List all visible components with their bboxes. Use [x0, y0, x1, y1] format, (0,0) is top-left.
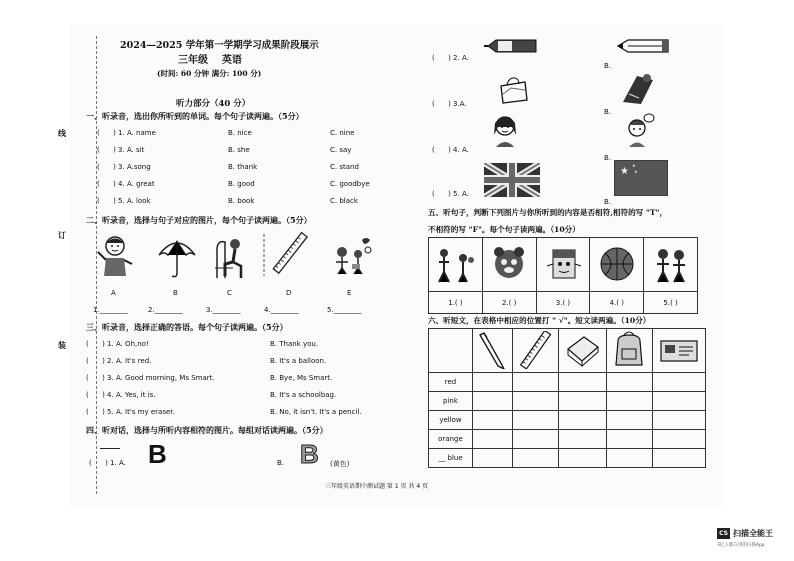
spine-label-bind: 订 [58, 230, 66, 240]
svg-text:★: ★ [634, 169, 638, 174]
s6-cell[interactable] [652, 411, 705, 430]
s6-cell[interactable] [473, 449, 513, 468]
s6-cell[interactable] [607, 411, 653, 430]
s3-question-3[interactable]: ( ) 3. A. Good morning, Ms Smart. [86, 374, 215, 382]
listening-title: 听力部分（40 分） [176, 99, 251, 109]
uk-flag-picture [484, 163, 540, 199]
s4-color-note: (黄色) [330, 460, 350, 468]
exam-title: 2024—2025 学年第一学期学习成果阶段展示 [120, 40, 319, 51]
s3-option-b-4: B. It's a schoolbag. [270, 391, 337, 399]
s5-picture-3 [536, 238, 590, 292]
s6-row-label: yellow [429, 411, 473, 430]
s2-picture-letter-B: B [173, 289, 178, 297]
svg-text:★: ★ [620, 166, 629, 177]
s1-question-3[interactable]: ( ) 3. A.song [97, 163, 151, 171]
s2-picture-letter-E: E [347, 289, 352, 297]
s6-cell[interactable] [473, 373, 513, 392]
s1-question-4[interactable]: ( ) 4. A. great [97, 180, 155, 188]
s6-cell[interactable] [607, 373, 653, 392]
s4-option-b-5: B. [604, 198, 612, 206]
s3-question-2[interactable]: ( ) 2. A. It's red. [86, 357, 152, 365]
s6-pencil-col [473, 329, 513, 373]
section4-title: 四、听对话，选择与所听内容相符的图片。每组对话读两遍。（5分） [86, 425, 328, 435]
s6-cell[interactable] [558, 392, 606, 411]
s4-option-b-3: B. [604, 108, 612, 116]
camscanner-logo-icon: CS [717, 528, 730, 539]
spine-label-line: 线 [58, 128, 66, 138]
s4-question-3[interactable]: ( ) 3.A. [432, 100, 467, 108]
s1-option-b-1: B. nice [228, 129, 252, 137]
s5-picture-2 [482, 238, 536, 292]
s5-picture-1 [429, 238, 483, 292]
ruler-picture [262, 232, 314, 278]
s1-question-5[interactable]: ( ) 5. A. look [97, 197, 151, 205]
s5-answer-4[interactable]: 4.( ) [590, 292, 644, 314]
s6-cell[interactable] [607, 449, 653, 468]
s6-corner-cell [429, 329, 473, 373]
boy-waving-picture [96, 234, 134, 280]
s1-option-c-5: C. black [330, 197, 358, 205]
s1-option-b-2: B. she [228, 146, 250, 154]
s6-schoolbag-col [607, 329, 653, 373]
letter-b-black: B [148, 439, 167, 469]
s3-question-4[interactable]: ( ) 4. A. Yes, it is. [86, 391, 156, 399]
girl-thinking-picture [623, 113, 655, 149]
s1-option-c-3: C. stand [330, 163, 359, 171]
s3-option-b-1: B. Thank you. [270, 340, 319, 348]
s6-cell[interactable] [607, 392, 653, 411]
s2-answer-blank-1[interactable]: 1.________ [93, 306, 128, 314]
s6-cell[interactable] [652, 392, 705, 411]
s6-row-label: orange [429, 430, 473, 449]
section3-title: 三、听录音，选择正确的答语。每个句子读两遍。（5分） [86, 322, 288, 332]
s6-cell[interactable] [558, 373, 606, 392]
s6-cell[interactable] [558, 411, 606, 430]
s3-option-b-5: B. No, it isn't. It's a pencil. [270, 408, 362, 416]
s5-answer-3[interactable]: 3.( ) [536, 292, 590, 314]
s6-cell[interactable] [473, 411, 513, 430]
s6-eraser-col [558, 329, 606, 373]
s6-cell[interactable] [607, 430, 653, 449]
s6-cell[interactable] [652, 373, 705, 392]
s6-cell[interactable] [652, 430, 705, 449]
s4-option-b-4: B. [604, 154, 612, 162]
s4-question-5[interactable]: ( ) 5. A. [432, 190, 469, 198]
s5-answer-5[interactable]: 5.( ) [644, 292, 698, 314]
s5-answer-2[interactable]: 2.( ) [482, 292, 536, 314]
s3-option-b-3: B. Bye, Ms Smart. [270, 374, 333, 382]
s2-picture-letter-C: C [227, 289, 232, 297]
s3-question-5[interactable]: ( ) 5. A. It's my eraser. [86, 408, 175, 416]
s6-cell[interactable] [558, 449, 606, 468]
section6-table [428, 328, 706, 468]
s6-row-label: pink [429, 392, 473, 411]
section5-picture-table [428, 237, 698, 314]
exam-info: (时间: 60 分钟 满分: 100 分) [157, 69, 262, 78]
s6-cell[interactable] [513, 430, 559, 449]
s2-answer-blank-2[interactable]: 2.________ [148, 306, 183, 314]
s2-answer-blank-5[interactable]: 5.________ [327, 306, 362, 314]
s4-option-b-2: B. [604, 62, 612, 70]
umbrella-picture [157, 237, 197, 281]
watermark-name: 扫描全能王 [733, 529, 773, 538]
s1-option-c-1: C. nine [330, 129, 355, 137]
s2-picture-letter-A: A [111, 289, 116, 297]
s6-cell[interactable] [652, 449, 705, 468]
page-footer: 三年级英语期中测试题 第 1 页 共 4 页 [325, 483, 429, 490]
watermark-tagline: 3亿人都在用的扫描App [717, 543, 765, 548]
children-playing-picture [332, 234, 372, 278]
s1-option-b-4: B. good [228, 180, 255, 188]
letter-b-yellow: B [300, 439, 319, 469]
spine-label-install: 装 [58, 340, 66, 350]
s5-answer-1[interactable]: 1.( ) [429, 292, 483, 314]
s3-question-1[interactable]: ( ) 1. A. Oh,no! [86, 340, 149, 348]
s5-picture-5 [644, 238, 698, 292]
s6-row-label: __ blue [429, 449, 473, 468]
s1-question-2[interactable]: ( ) 3. A. sit [97, 146, 145, 154]
s1-option-b-3: B. thank [228, 163, 258, 171]
s4-q1: ( ) 1. A. [89, 459, 126, 467]
section6-title: 六、听短文，在表格中相应的位置打 " √"。短文读两遍。（10分） [428, 316, 651, 325]
s4-question-4[interactable]: ( ) 4. A. [432, 146, 469, 154]
s1-option-c-4: C. goodbye [330, 180, 370, 188]
s2-picture-letter-D: D [286, 289, 292, 297]
s6-ruler-col [513, 329, 559, 373]
section2-title: 二、听录音，选择与句子对应的图片，每个句子读两遍。（5分） [86, 215, 312, 225]
s3-option-b-2: B. It's a balloon. [270, 357, 327, 365]
s5-picture-4 [590, 238, 644, 292]
svg-text:★: ★ [632, 163, 636, 168]
s6-cell[interactable] [558, 430, 606, 449]
s1-option-b-5: B. book [228, 197, 255, 205]
section5-title-line1: 五、听句子，判断下列图片与你所听到的内容是否相符,相符的写 "T"， [428, 208, 668, 217]
s4-q1-b-label: B. [277, 459, 285, 467]
s1-question-1[interactable]: ( ) 1. A. name [97, 129, 156, 137]
book-reading-picture [621, 72, 655, 108]
s6-cell[interactable] [473, 392, 513, 411]
s6-row-label: red [429, 373, 473, 392]
s4-question-2[interactable]: ( ) 2. A. [432, 54, 469, 62]
s2-answer-blank-4[interactable]: 4.________ [264, 306, 299, 314]
section5-title-line2: 不相符的写 "F"。每个句子读两遍。（10分） [428, 225, 580, 234]
s2-answer-blank-3[interactable]: 3.________ [206, 306, 241, 314]
pencil-picture [616, 37, 672, 57]
s6-cell[interactable] [513, 392, 559, 411]
person-sitting-picture [213, 236, 249, 282]
section1-title: 一、听录音，选出你所听到的单词。每个句子读两遍。（5分） [86, 111, 304, 121]
s6-cell[interactable] [513, 449, 559, 468]
bag-picture [497, 76, 529, 106]
china-flag-picture [614, 160, 668, 198]
s6-cell[interactable] [473, 430, 513, 449]
exam-subtitle: 三年级 英语 [178, 55, 242, 66]
s1-option-c-2: C. say [330, 146, 352, 154]
girl-face-picture [490, 113, 520, 149]
s6-cell[interactable] [513, 411, 559, 430]
section5-answer-row [429, 292, 698, 314]
pen-picture [484, 37, 540, 57]
section4-blank-line [100, 448, 120, 449]
s6-cell[interactable] [513, 373, 559, 392]
s6-pencil-box-col [652, 329, 705, 373]
